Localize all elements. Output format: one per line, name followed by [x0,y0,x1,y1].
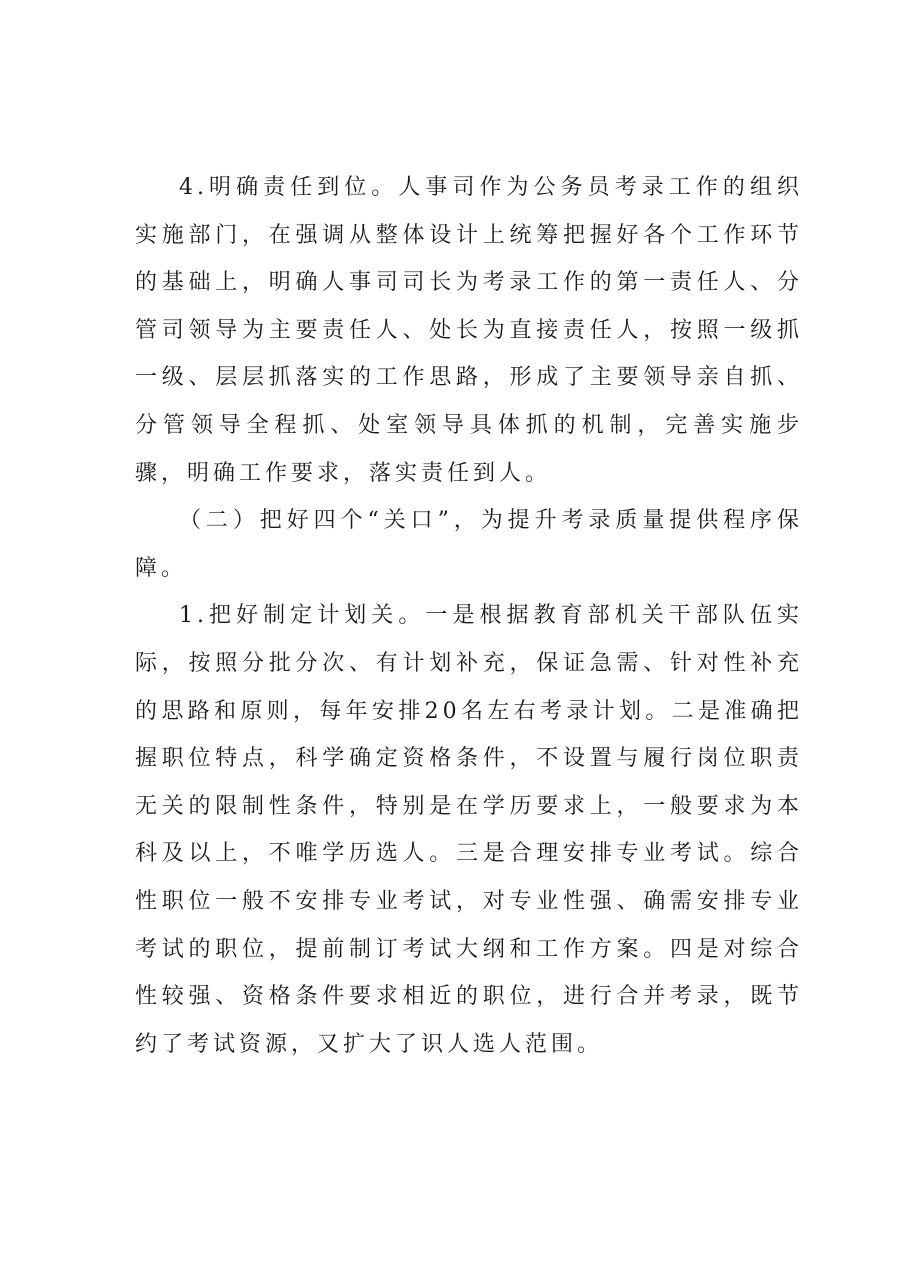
paragraph-planning: 1.把好制定计划关。一是根据教育部机关干部队伍实际，按照分批分次、有计划补充，保证急需、针对性补充的思路和原则，每年安排20名左右考录计划。二是准确把握职位特点，科学确定资格条件，不设置与履行岗位职责无关的限制性条件，特别是在学历要求上，一般要求为本科及以上，不唯学历选人。三是合理安排专业考试。综合性职位一般不安排专业考试，对专业性强、确需安排专业考试的职位，提前制订考试大纲和工作方案。四是对综合性较强、资格条件要求相近的职位，进行合并考录，既节约了考试资源，又扩大了识人选人范围。 [135,603,803,1057]
paragraph-responsibility: 4.明确责任到位。人事司作为公务员考录工作的组织实施部门，在强调从整体设计上统筹把握好各个工作环节的基础上，明确人事司司长为考录工作的第一责任人、分管司领导为主要责任人、处长为直接责任人，按照一级抓一级、层层抓落实的工作思路，形成了主要领导亲自抓、分管领导全程抓、处室领导具体抓的机制，完善实施步骤，明确工作要求，落实责任到人。 [135,175,803,486]
paragraph-section-heading: （二）把好四个“关口”，为提升考录质量提供程序保障。 [135,508,803,581]
document-body [135,164,803,1068]
